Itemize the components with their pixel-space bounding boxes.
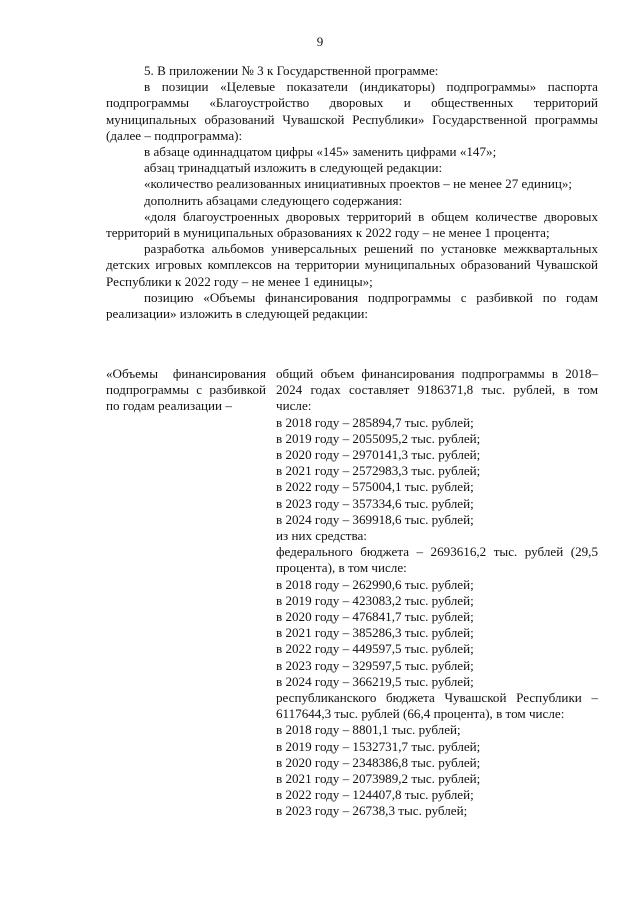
table-line: общий объем финансирования подпрограммы в 2018–2024 годах составляет 9186371,8 тыс. рублей, в том числе: bbox=[276, 366, 598, 414]
table-left-cell bbox=[106, 366, 266, 415]
paragraph: в абзаце одиннадцатом цифры «145» заменить цифрами «147»; bbox=[144, 144, 497, 160]
table-line: в 2023 году – 357334,6 тыс. рублей; bbox=[276, 495, 474, 511]
paragraph: позицию «Объемы финансирования подпрограммы с разбивкой по годам реализации» изложить в следующей редакции: bbox=[106, 289, 598, 322]
table-line: федерального бюджета – 2693616,2 тыс. рублей (29,5 процента), в том числе: bbox=[276, 544, 598, 576]
table-line: в 2020 году – 2348386,8 тыс. рублей; bbox=[276, 754, 481, 770]
table-left-label: «Объемы финансирования подпрограммы с разбивкой по годам реализации bbox=[106, 366, 266, 414]
table-line: из них средства: bbox=[276, 528, 367, 544]
paragraph: «количество реализованных инициативных проектов – не менее 27 единиц»; bbox=[144, 176, 573, 192]
table-dash: – bbox=[225, 398, 232, 414]
body-text bbox=[106, 63, 598, 322]
paragraph: в позиции «Целевые показатели (индикаторы) подпрограммы» паспорта подпрограммы «Благоустройство дворовых и общественных территорий муниципальных образований Чувашской Республики» Государственной программы (далее – подпрограмма): bbox=[106, 79, 598, 143]
table-line: в 2022 году – 449597,5 тыс. рублей; bbox=[276, 641, 474, 657]
paragraph: 5. В приложении № 3 к Государственной программе: bbox=[144, 63, 439, 78]
paragraph: дополнить абзацами следующего содержания: bbox=[144, 192, 403, 208]
table-line: в 2023 году – 26738,3 тыс. рублей; bbox=[276, 803, 468, 819]
table-line: в 2020 году – 2970141,3 тыс. рублей; bbox=[276, 447, 481, 463]
table-line: в 2024 году – 369918,6 тыс. рублей; bbox=[276, 511, 474, 527]
table-line: в 2024 году – 366219,5 тыс. рублей; bbox=[276, 673, 474, 689]
table-right-cell bbox=[276, 366, 598, 820]
page-number: 9 bbox=[316, 34, 324, 49]
paragraph: абзац тринадцатый изложить в следующей редакции: bbox=[144, 160, 443, 176]
paragraph: «доля благоустроенных дворовых территорий в общем количестве дворовых территорий в муниципальных образованиях к 2022 году – не менее 1 процента; bbox=[106, 208, 598, 241]
table-line: в 2021 году – 2073989,2 тыс. рублей; bbox=[276, 771, 481, 787]
table-line: в 2022 году – 124407,8 тыс. рублей; bbox=[276, 787, 474, 803]
table-line: в 2018 году – 262990,6 тыс. рублей; bbox=[276, 576, 474, 592]
table-line: в 2018 году – 285894,7 тыс. рублей; bbox=[276, 414, 474, 430]
table-line: в 2019 году – 423083,2 тыс. рублей; bbox=[276, 592, 474, 608]
table-line: в 2020 году – 476841,7 тыс. рублей; bbox=[276, 609, 474, 625]
table-line: в 2021 году – 385286,3 тыс. рублей; bbox=[276, 625, 474, 641]
table-line: в 2022 году – 575004,1 тыс. рублей; bbox=[276, 479, 474, 495]
paragraph: разработка альбомов универсальных решений по установке межквартальных детских игровых комплексов на территории муниципальных образований Чувашской Республики к 2022 году – не менее 1 единицы»; bbox=[106, 241, 598, 289]
table-line: в 2019 году – 1532731,7 тыс. рублей; bbox=[276, 738, 481, 754]
table-line: в 2023 году – 329597,5 тыс. рублей; bbox=[276, 657, 474, 673]
table-line: в 2018 году – 8801,1 тыс. рублей; bbox=[276, 722, 461, 738]
table-line: республиканского бюджета Чувашской Республики – 6117644,3 тыс. рублей (66,4 процента), в том числе: bbox=[276, 690, 598, 722]
table-line: в 2019 году – 2055095,2 тыс. рублей; bbox=[276, 430, 481, 446]
table-line: в 2021 году – 2572983,3 тыс. рублей; bbox=[276, 463, 481, 479]
